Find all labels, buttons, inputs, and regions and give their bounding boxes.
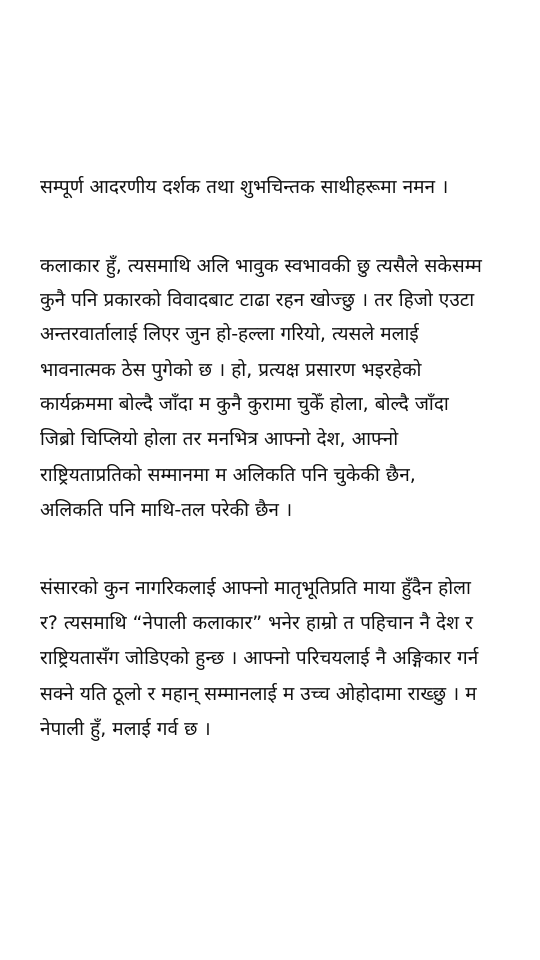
- paragraph-2-line: राष्ट्रियतासँग जोडिएको हुन्छ । आफ्नो परिचयलाई नै अङ्गिकार गर्न: [40, 647, 479, 669]
- paragraph-1-line: भावनात्मक ठेस पुगेको छ । हो, प्रत्यक्ष प्रसारण भइरहेको: [40, 359, 422, 381]
- paragraph-2-line: सक्ने यति ठूलो र महान् सम्मानलाई म उच्च ओहोदामा राख्छु । म: [40, 683, 477, 705]
- greeting-line: सम्पूर्ण आदरणीय दर्शक तथा शुभचिन्तक साथीहरूमा नमन ।: [40, 176, 449, 198]
- paragraph-2-line: नेपाली हुँ, मलाई गर्व छ ।: [40, 718, 211, 740]
- paragraph-1-line: कार्यक्रममा बोल्दै जाँदा म कुनै कुरामा चुकेँ होला, बोल्दै जाँदा: [40, 393, 449, 415]
- paragraph-2-line: र? त्यसमाथि “नेपाली कलाकार” भनेर हाम्रो त पहिचान नै देश र: [40, 612, 473, 634]
- paragraph-1-line: जिब्रो चिप्लियो होला तर मनभित्र आफ्नो देश, आफ्नो: [40, 428, 399, 450]
- paragraph-1-line: अलिकति पनि माथि-तल परेकी छैन ।: [40, 499, 293, 521]
- paragraph-2-line: संसारको कुन नागरिकलाई आफ्नो मातृभूतिप्रति माया हुँदैन होला: [40, 577, 471, 599]
- paragraph-1-line: अन्तरवार्तालाई लिएर जुन हो-हल्ला गरियो, त्यसले मलाई: [40, 323, 419, 345]
- paragraph-1-line: कुनै पनि प्रकारको विवादबाट टाढा रहन खोज्छु । तर हिजो एउटा: [40, 289, 475, 311]
- paragraph-1-line: राष्ट्रियताप्रतिको सम्मानमा म अलिकति पनि चुकेकी छैन,: [40, 464, 416, 486]
- paragraph-1-line: कलाकार हुँ, त्यसमाथि अलि भावुक स्वभावकी छु त्यसैले सकेसम्म: [40, 255, 482, 277]
